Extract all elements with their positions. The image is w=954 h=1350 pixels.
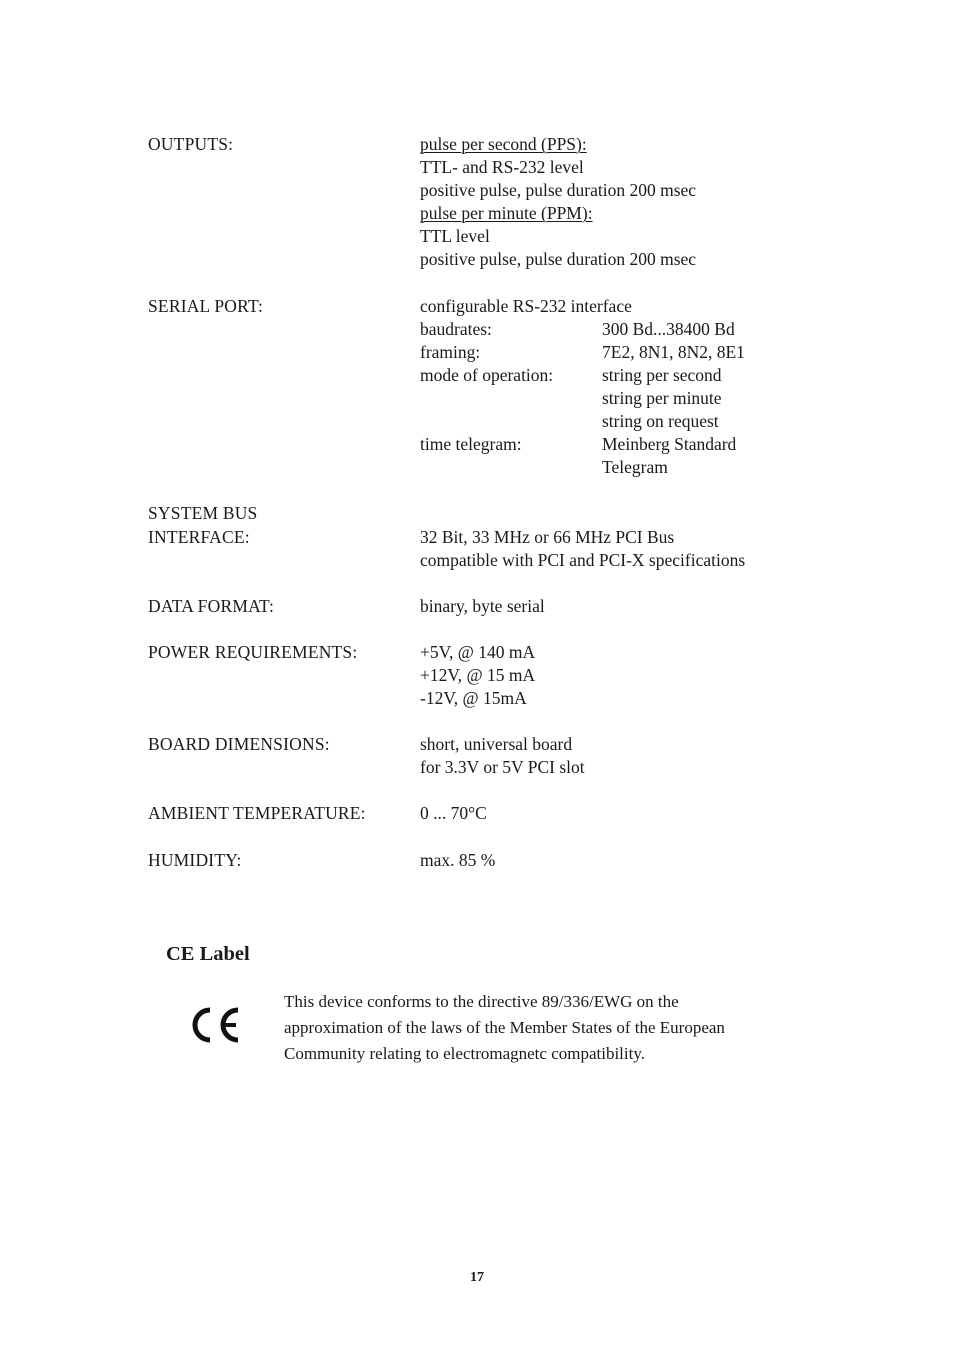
ce-label-heading: CE Label — [166, 943, 250, 965]
system-bus-label: SYSTEM BUS — [148, 503, 258, 523]
system-bus-label: INTERFACE: — [148, 527, 250, 547]
page-number: 17 — [470, 1270, 484, 1285]
ppm-level: TTL level — [420, 226, 490, 246]
power-value: +12V, @ 15 mA — [420, 665, 536, 685]
humidity-label: HUMIDITY: — [148, 850, 242, 870]
temperature-value: 0 ... 70°C — [420, 803, 487, 823]
board-dimensions-label: BOARD DIMENSIONS: — [148, 734, 330, 754]
mode-value: string on request — [602, 411, 719, 431]
serial-port-label: SERIAL PORT: — [148, 296, 264, 316]
telegram-value: Telegram — [602, 457, 668, 477]
board-dimensions-value: short, universal board — [420, 734, 573, 754]
board-dimensions-value: for 3.3V or 5V PCI slot — [420, 757, 585, 777]
ce-text-line: approximation of the laws of the Member States of the European — [284, 1018, 725, 1037]
system-bus-value: compatible with PCI and PCI-X specifications — [420, 550, 746, 570]
framing-value: 7E2, 8N1, 8N2, 8E1 — [602, 342, 745, 362]
mode-label: mode of operation: — [420, 365, 554, 385]
pps-level: TTL- and RS-232 level — [420, 157, 584, 177]
power-label: POWER REQUIREMENTS: — [148, 642, 358, 662]
ce-mark-icon — [190, 1005, 244, 1045]
ce-conformity-text — [284, 989, 804, 1067]
ppm-pulse: positive pulse, pulse duration 200 msec — [420, 249, 697, 269]
data-format-label: DATA FORMAT: — [148, 596, 275, 616]
ce-text-line: This device conforms to the directive 89/336/EWG on the — [284, 992, 679, 1011]
data-format-value: binary, byte serial — [420, 596, 545, 616]
temperature-label: AMBIENT TEMPERATURE: — [148, 803, 366, 823]
mode-value: string per minute — [602, 388, 722, 408]
ppm-heading: pulse per minute (PPM): — [420, 203, 593, 223]
baudrates-label: baudrates: — [420, 319, 492, 339]
telegram-value: Meinberg Standard — [602, 434, 737, 454]
pps-heading: pulse per second (PPS): — [420, 134, 587, 154]
telegram-label: time telegram: — [420, 434, 522, 454]
baudrates-value: 300 Bd...38400 Bd — [602, 319, 735, 339]
system-bus-value: 32 Bit, 33 MHz or 66 MHz PCI Bus — [420, 527, 675, 547]
outputs-label: OUTPUTS: — [148, 134, 234, 154]
power-value: -12V, @ 15mA — [420, 688, 527, 708]
humidity-value: max. 85 % — [420, 850, 496, 870]
power-value: +5V, @ 140 mA — [420, 642, 536, 662]
serial-port-intro: configurable RS-232 interface — [420, 296, 632, 316]
ce-text-line: Community relating to electromagnetc compatibility. — [284, 1044, 646, 1063]
mode-value: string per second — [602, 365, 722, 385]
framing-label: framing: — [420, 342, 481, 362]
pps-pulse: positive pulse, pulse duration 200 msec — [420, 180, 697, 200]
